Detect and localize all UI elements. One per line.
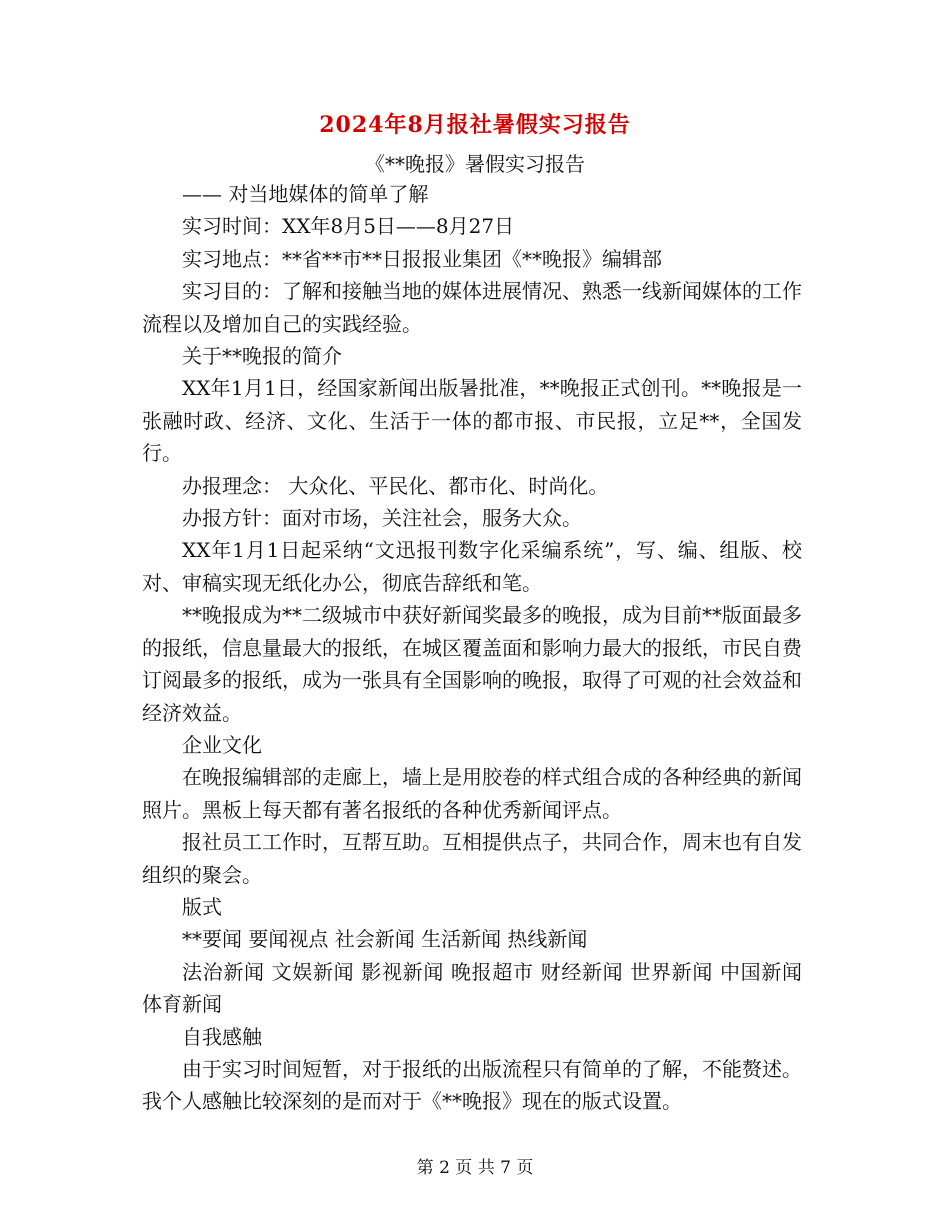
paragraph: 报社员工工作时，互帮互助。互相提供点子，共同合作，周末也有自发组织的聚会。 — [142, 830, 802, 887]
document-title: 2024年8月报社暑假实习报告 — [319, 112, 631, 138]
document-body — [142, 178, 802, 1118]
paragraph: 办报理念： 大众化、平民化、都市化、时尚化。 — [182, 473, 609, 498]
section-heading: 企业文化 — [182, 732, 262, 757]
page-footer: 第 2 页 共 7 页 — [416, 1158, 534, 1178]
paragraph: —— 对当地媒体的简单了解 — [182, 182, 429, 206]
paragraph: 办报方针：面对市场，关注社会，服务大众。 — [182, 506, 582, 531]
paragraph: XX年1月1日，经国家新闻出版暑批准，**晚报正式创刊。**晚报是一张融时政、经济、文化、生活于一体的都市报、市民报，立足**，全国发行。 — [142, 376, 802, 466]
section-heading: 关于**晚报的简介 — [182, 344, 342, 369]
document-subtitle: 《**晚报》暑假实习报告 — [365, 152, 585, 176]
paragraph: 实习时间：XX年8月5日——8月27日 — [182, 214, 515, 239]
paragraph: 实习地点：**省**市**日报报业集团《**晚报》编辑部 — [182, 246, 662, 271]
section-heading: 版式 — [182, 894, 222, 919]
paragraph: **要闻 要闻视点 社会新闻 生活新闻 热线新闻 — [182, 927, 588, 952]
paragraph: 在晚报编辑部的走廊上，墙上是用胶卷的样式组合成的各种经典的新闻照片。黑板上每天都有著名报纸的各种优秀新闻评点。 — [142, 765, 802, 822]
paragraph: 法治新闻 文娱新闻 影视新闻 晚报超市 财经新闻 世界新闻 中国新闻 体育新闻 — [142, 959, 802, 1017]
paragraph: 由于实习时间短暂，对于报纸的出版流程只有简单的了解，不能赘述。我个人感触比较深刻的是而对于《**晚报》现在的版式设置。 — [142, 1056, 802, 1114]
paragraph: **晚报成为**二级城市中获好新闻奖最多的晚报，成为目前**版面最多的报纸，信息量最大的报纸，在城区覆盖面和影响力最大的报纸，市民自费订阅最多的报纸，成为一张具有全国影响的晚报，取得了可观的社会效益和经济效益。 — [142, 603, 802, 725]
paragraph: XX年1月1日起采纳“文迅报刊数字化采编系统”，写、编、组版、校对、审稿实现无纸化办公，彻底告辞纸和笔。 — [142, 538, 802, 595]
section-heading: 自我感触 — [182, 1024, 262, 1049]
paragraph: 实习目的：了解和接触当地的媒体进展情况、熟悉一线新闻媒体的工作流程以及增加自己的实践经验。 — [142, 279, 802, 336]
